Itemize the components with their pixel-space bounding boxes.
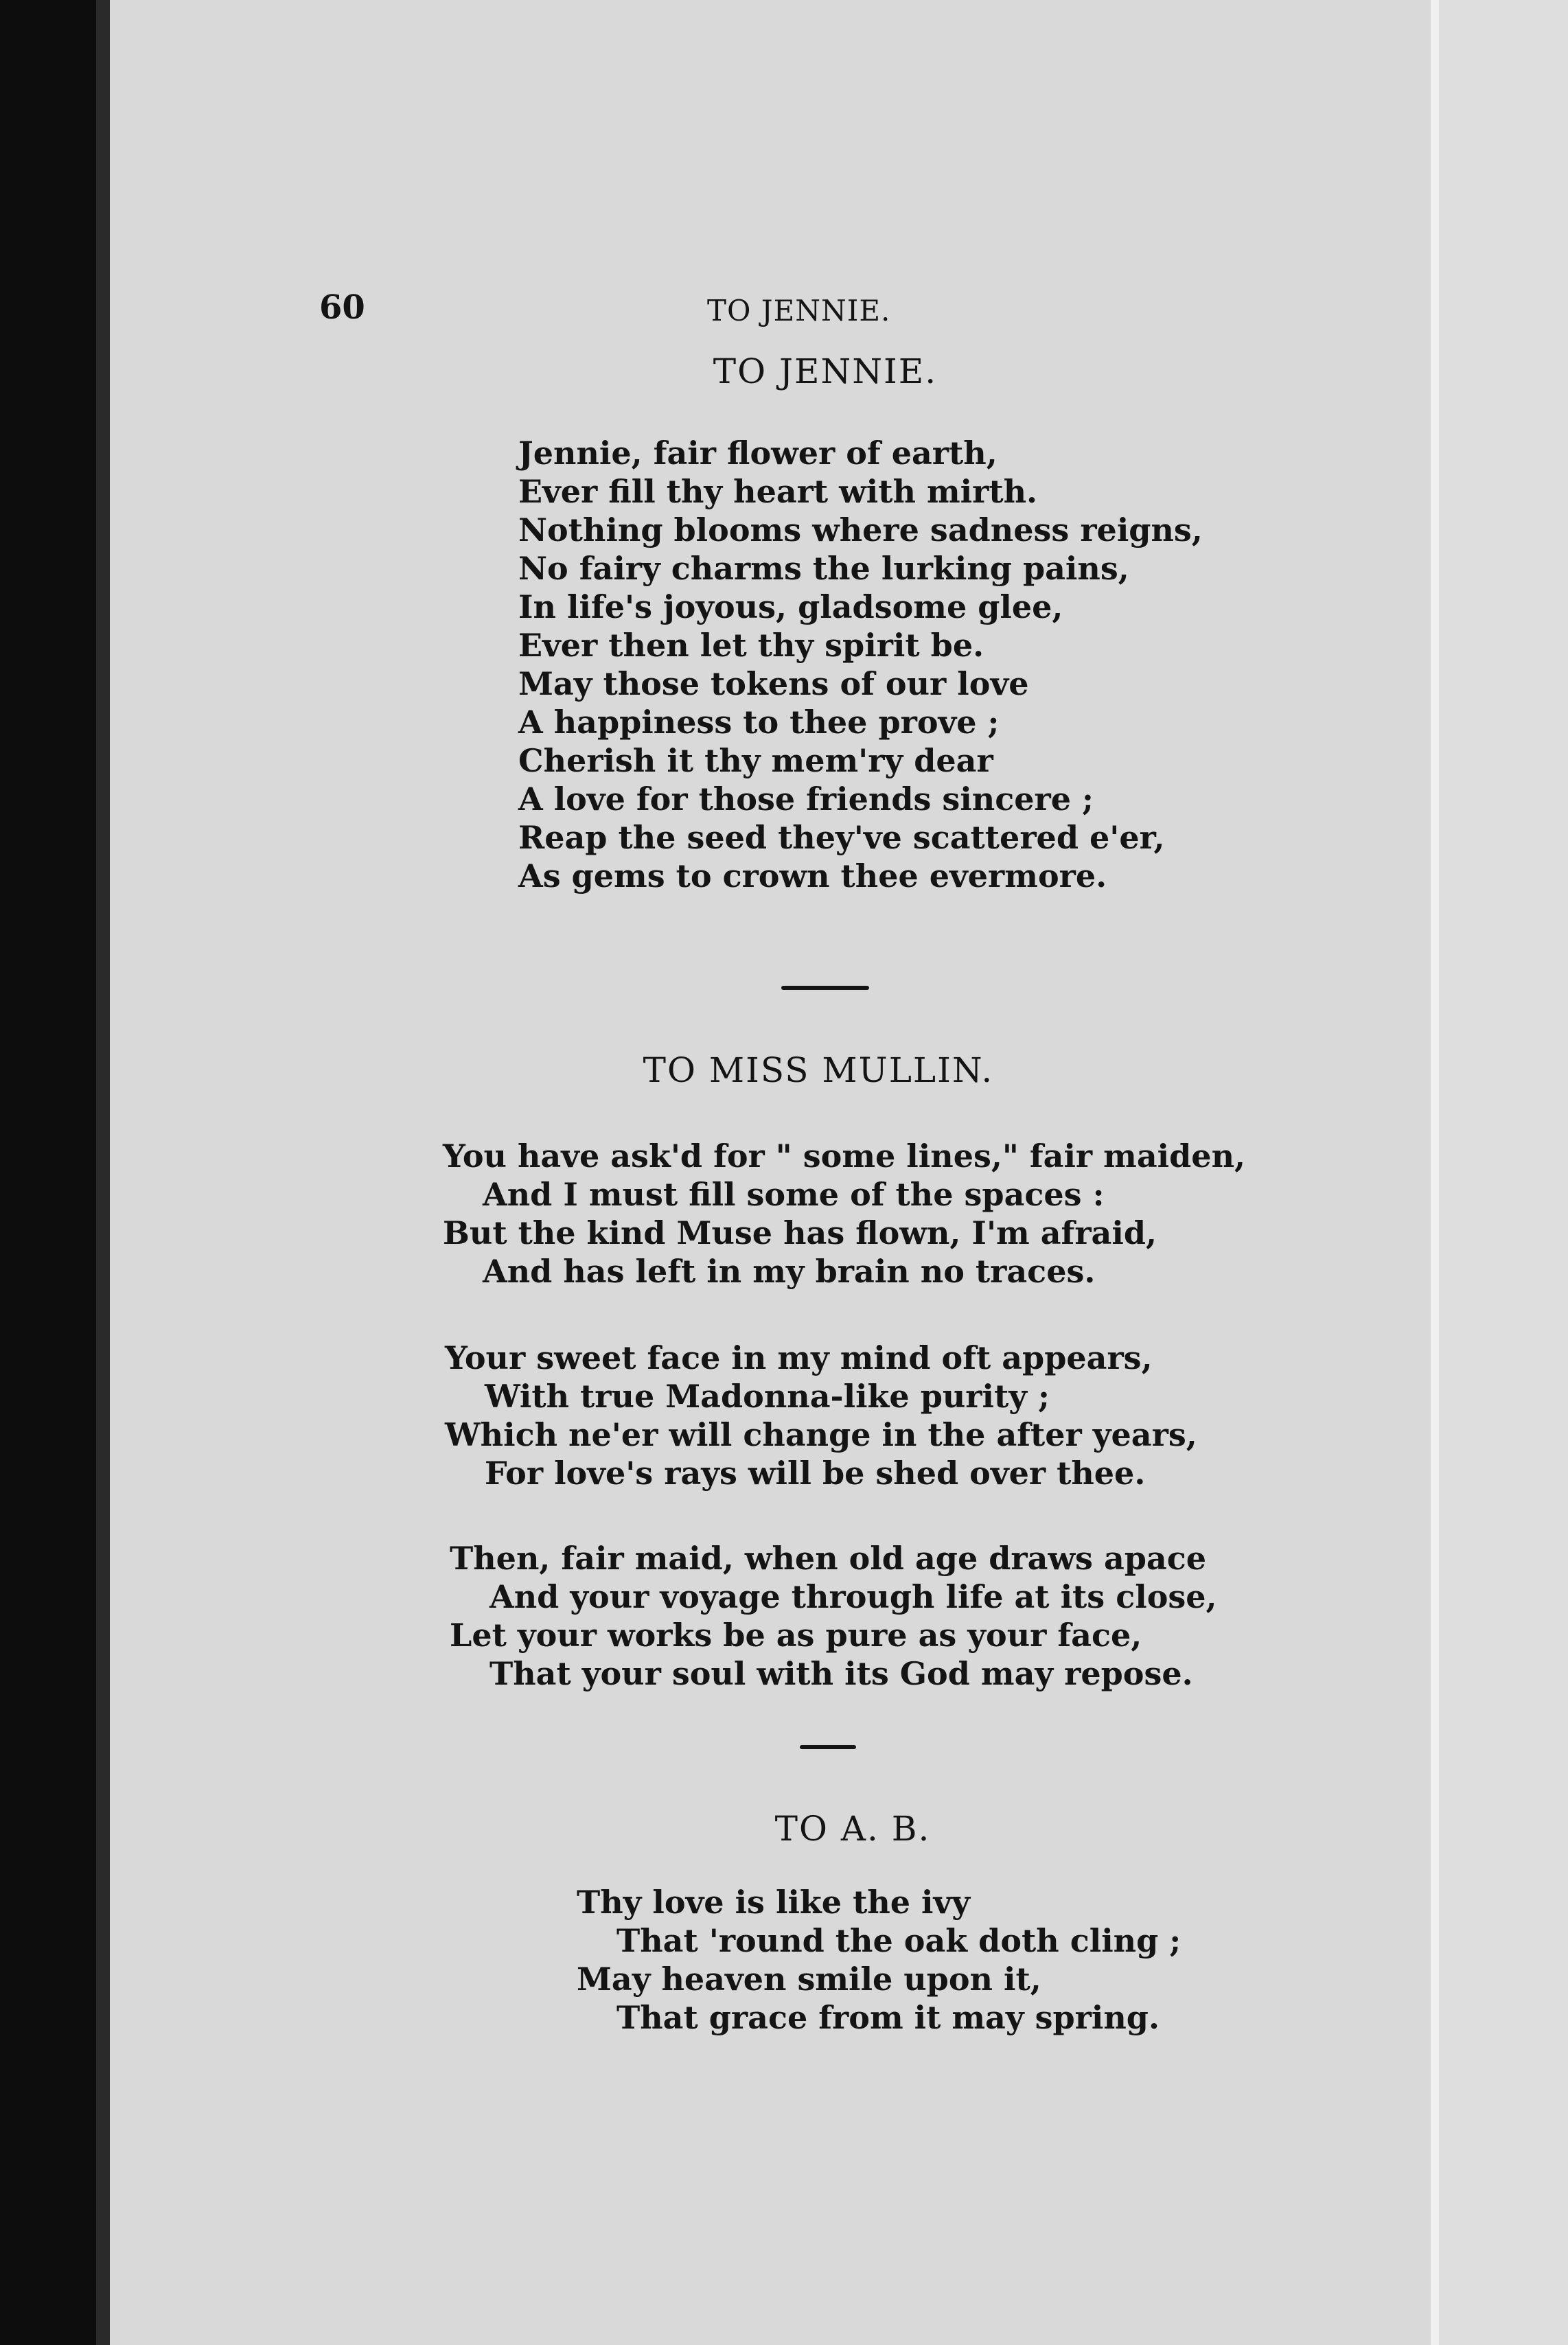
verse-line: Cherish it thy mem'ry dear [518,742,993,779]
verse-line: That 'round the oak doth cling ; [616,1922,1181,1959]
stanza [443,1137,1245,1291]
verse-line: Ever then let thy spirit be. [518,627,984,664]
verse-line: With true Madonna-like purity ; [485,1378,1050,1415]
verse-line: That grace from it may spring. [616,1999,1160,2036]
verse-line: Nothing blooms where sadness reigns, [518,511,1203,548]
verse-line: Jennie, fair flower of earth, [518,435,998,472]
verse-line: For love's rays will be shed over thee. [485,1455,1146,1492]
verse-line: As gems to crown thee evermore. [518,857,1107,894]
poem-title-to-jennie: TO JENNIE. [713,351,938,391]
verse-line: Which ne'er will change in the after years, [445,1416,1197,1453]
poem-title-to-miss-mullin: TO MISS MULLIN. [643,1050,994,1090]
verse-line: Reap the seed they've scattered e'er, [518,819,1165,856]
verse-line: That your soul with its God may repose. [489,1655,1193,1692]
verse-line: A love for those friends sincere ; [518,781,1094,818]
stanza [518,434,1203,895]
verse-line: No fairy charms the lurking pains, [518,550,1129,587]
page-number: 60 [319,288,365,327]
verse-line: Let your works be as pure as your face, [450,1617,1142,1654]
section-divider [781,986,869,990]
verse-line: May those tokens of our love [518,665,1029,702]
verse-line: A happiness to thee prove ; [518,704,1000,741]
verse-line: In life's joyous, gladsome glee, [518,588,1063,625]
running-head: TO JENNIE. [707,294,891,327]
stanza [577,1883,1181,2037]
verse-line: May heaven smile upon it, [577,1961,1041,1998]
verse-line: And I must fill some of the spaces : [483,1176,1105,1213]
verse-line: But the kind Muse has flown, I'm afraid, [443,1214,1157,1251]
verse-line: Thy love is like the ivy [577,1884,970,1921]
verse-line: And your voyage through life at its close, [489,1578,1217,1615]
verse-line: Ever fill thy heart with mirth. [518,473,1038,510]
poem-title-to-a-b: TO A. B. [774,1809,931,1849]
verse-line: Your sweet face in my mind oft appears, [445,1339,1153,1376]
verse-line: You have ask'd for " some lines," fair maiden, [443,1137,1246,1175]
section-divider [800,1745,856,1749]
verse-line: Then, fair maid, when old age draws apace [450,1540,1207,1577]
verse-line: And has left in my brain no traces. [483,1253,1096,1290]
stanza [450,1539,1217,1693]
stanza [445,1339,1197,1492]
